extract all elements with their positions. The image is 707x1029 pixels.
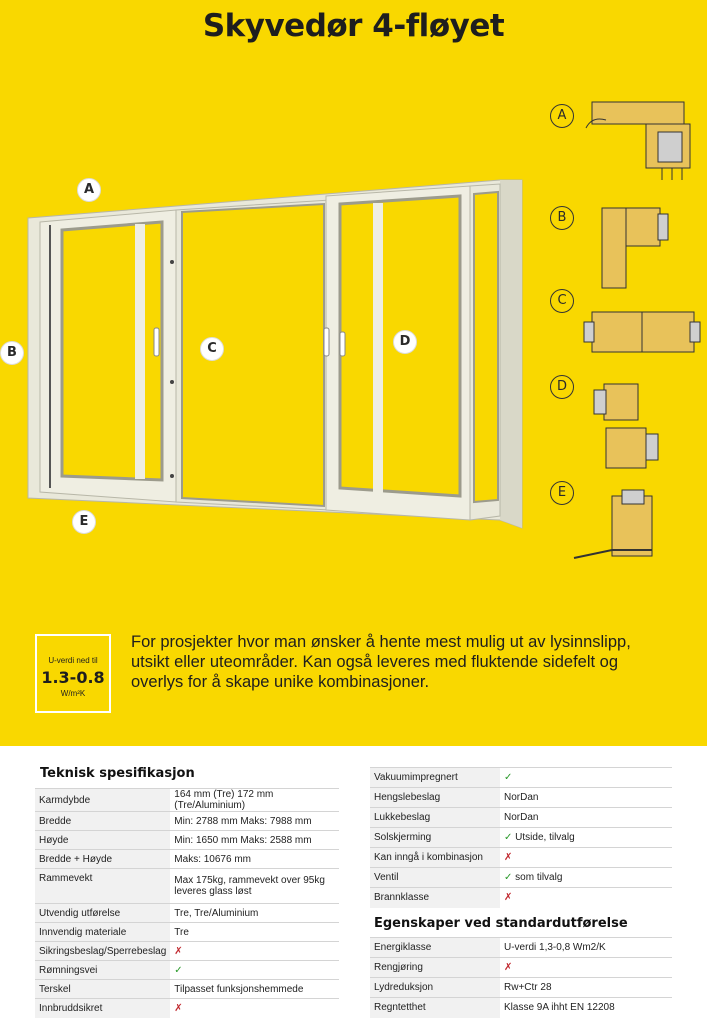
section-label-e: E	[550, 481, 574, 505]
section-label-d: D	[550, 375, 574, 399]
properties-title: Egenskaper ved standardutførelse	[374, 916, 628, 931]
spec-key: Bredde	[35, 812, 170, 831]
product-description: For prosjekter hvor man ønsker å hente mest mulig ut av lysinnslipp, utsikt eller uteområder. Kan også leveres med fluktende sidefelt og overlys for å skape unike kombinasjoner.	[131, 633, 631, 691]
section-label-b: B	[550, 206, 574, 230]
table-row	[35, 980, 339, 999]
table-row	[370, 788, 672, 808]
spec-key: Terskel	[35, 980, 170, 999]
spec-key: Innbruddsikret	[35, 999, 170, 1018]
section-b-drawing	[598, 200, 678, 295]
sliding-door-illustration	[0, 170, 540, 535]
u-value-label: U-verdi ned til	[48, 656, 98, 665]
cross-icon: ✗	[500, 888, 672, 908]
spec-key: Kan inngå i kombinasjon	[370, 848, 500, 868]
spec-value: 164 mm (Tre) 172 mm (Tre/Aluminium)	[170, 789, 339, 812]
table-row	[370, 808, 672, 828]
door-label-c: C	[200, 337, 224, 361]
spec-key: Høyde	[35, 831, 170, 850]
table-row	[35, 789, 339, 812]
cross-icon: ✗	[500, 848, 672, 868]
prop-key: Rengjøring	[370, 958, 500, 978]
spec-key: Hengslebeslag	[370, 788, 500, 808]
table-row	[370, 868, 672, 888]
section-d-drawing	[590, 378, 670, 473]
section-e-drawing	[572, 486, 662, 566]
table-row	[370, 888, 672, 908]
table-row	[370, 998, 672, 1018]
spec-key: Bredde + Høyde	[35, 850, 170, 869]
door-label-b: B	[0, 341, 24, 365]
spec-key: Innvendig materiale	[35, 923, 170, 942]
door-label-d: D	[393, 330, 417, 354]
specs-table-right	[370, 767, 672, 908]
table-row	[370, 978, 672, 998]
section-label-c: C	[550, 289, 574, 313]
spec-key: Utvendig utførelse	[35, 904, 170, 923]
prop-value: Klasse 9A ihht EN 12208	[500, 998, 672, 1018]
spec-value: Tre	[170, 923, 339, 942]
specs-table	[35, 788, 339, 1018]
spec-key: Karmdybde	[35, 789, 170, 812]
spec-value: Max 175kg, rammevekt over 95kg leveres glass løst	[170, 869, 339, 904]
spec-key: Sikringsbeslag/Sperrebeslag	[35, 942, 170, 961]
cross-icon: ✗	[170, 942, 339, 961]
properties-table	[370, 937, 672, 1018]
table-row	[370, 958, 672, 978]
prop-value: U-verdi 1,3-0,8 Wm2/K	[500, 938, 672, 958]
spec-value: Tre, Tre/Aluminium	[170, 904, 339, 923]
table-row	[35, 850, 339, 869]
table-row	[370, 848, 672, 868]
table-row	[35, 923, 339, 942]
check-icon: ✓	[500, 768, 672, 788]
table-row	[35, 942, 339, 961]
spec-value: NorDan	[500, 788, 672, 808]
page-title: Skyvedør 4-fløyet	[202, 8, 505, 44]
specs-title: Teknisk spesifikasjon	[40, 766, 195, 781]
spec-value: ✓ Utside, tilvalg	[500, 828, 672, 848]
door-label-a: A	[77, 178, 101, 202]
spec-key: Solskjerming	[370, 828, 500, 848]
u-value-number: 1.3-0.8	[41, 668, 105, 687]
prop-key: Energiklasse	[370, 938, 500, 958]
section-label-a: A	[550, 104, 574, 128]
spec-key: Rømningsvei	[35, 961, 170, 980]
table-row	[370, 828, 672, 848]
table-row	[35, 999, 339, 1018]
spec-key: Lukkebeslag	[370, 808, 500, 828]
table-row	[35, 904, 339, 923]
section-a-drawing	[582, 98, 702, 183]
table-row	[35, 831, 339, 850]
u-value-badge	[35, 634, 111, 713]
spec-value: Min: 1650 mm Maks: 2588 mm	[170, 831, 339, 850]
table-row	[370, 768, 672, 788]
spec-value: NorDan	[500, 808, 672, 828]
spec-value: Maks: 10676 mm	[170, 850, 339, 869]
door-label-e: E	[72, 510, 96, 534]
spec-value: Min: 2788 mm Maks: 7988 mm	[170, 812, 339, 831]
spec-key: Rammevekt	[35, 869, 170, 904]
spec-key: Vakuumimpregnert	[370, 768, 500, 788]
table-row	[35, 812, 339, 831]
spec-key: Brannklasse	[370, 888, 500, 908]
table-row	[35, 869, 339, 904]
spec-value: ✓ som tilvalg	[500, 868, 672, 888]
cross-icon: ✗	[170, 999, 339, 1018]
u-value-unit: W/m²K	[60, 689, 86, 698]
section-c-drawing	[582, 302, 702, 362]
prop-key: Regntetthet	[370, 998, 500, 1018]
prop-value: Rw+Ctr 28	[500, 978, 672, 998]
spec-value: Tilpasset funksjonshemmede	[170, 980, 339, 999]
table-row	[35, 961, 339, 980]
table-row	[370, 938, 672, 958]
cross-icon: ✗	[500, 958, 672, 978]
prop-key: Lydreduksjon	[370, 978, 500, 998]
spec-key: Ventil	[370, 868, 500, 888]
check-icon: ✓	[170, 961, 339, 980]
